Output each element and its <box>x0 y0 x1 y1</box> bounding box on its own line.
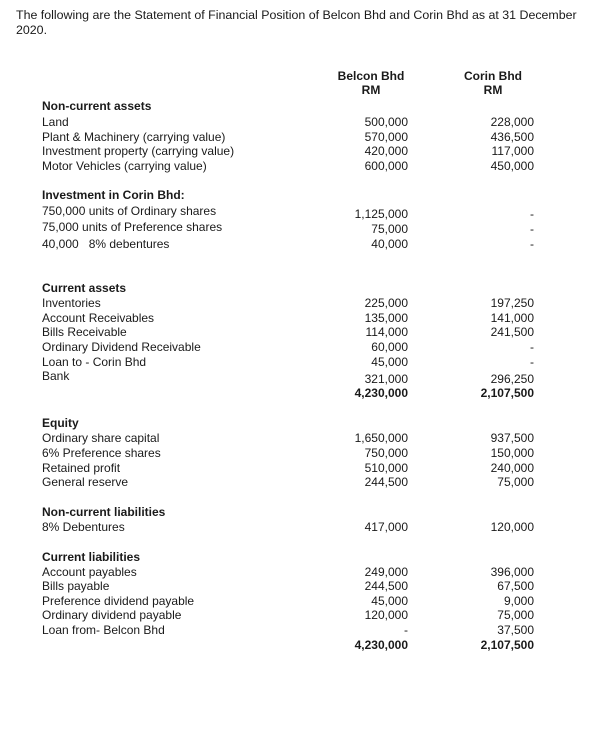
table-row <box>42 475 542 489</box>
table-row <box>42 296 542 310</box>
total-corin: 2,107,500 <box>480 638 534 652</box>
row-label: Inventories <box>42 296 101 310</box>
table-row <box>42 355 542 369</box>
value-corin: 150,000 <box>490 446 534 460</box>
table-row <box>42 130 542 144</box>
value-belcon: 600,000 <box>364 159 408 173</box>
table-row <box>42 431 542 445</box>
value-belcon: 135,000 <box>364 311 408 325</box>
row-label: Bills payable <box>42 579 110 593</box>
value-belcon: 244,500 <box>364 579 408 593</box>
column-name-belcon: Belcon Bhd <box>337 69 405 83</box>
value-belcon: - <box>404 623 408 637</box>
table-row <box>42 311 542 325</box>
section-heading-investment-in-corin <box>42 188 542 202</box>
row-label: Investment in Corin Bhd: <box>42 188 185 202</box>
intro-text: The following are the Statement of Financial Position of Belcon Bhd and Corin Bhd as at 31 December 2020. <box>16 8 577 37</box>
value-belcon: 45,000 <box>371 594 408 608</box>
value-corin: - <box>530 355 534 369</box>
value-corin: 37,500 <box>497 623 534 637</box>
total-belcon: 4,230,000 <box>354 386 408 400</box>
table-row <box>42 461 542 475</box>
row-label: Account Receivables <box>42 311 155 325</box>
row-label: Retained profit <box>42 461 121 475</box>
row-label: Current assets <box>42 281 127 295</box>
table-row <box>42 115 542 129</box>
value-corin: 241,500 <box>490 325 534 339</box>
row-label: 750,000 units of Ordinary shares <box>42 204 217 218</box>
value-belcon: 1,650,000 <box>354 431 408 445</box>
row-label: Preference dividend payable <box>42 594 195 608</box>
column-name-corin: Corin Bhd <box>464 69 522 83</box>
row-label: Plant & Machinery (carrying value) <box>42 130 226 144</box>
value-belcon: 120,000 <box>364 608 408 622</box>
column-header-belcon <box>331 69 411 97</box>
value-belcon: 75,000 <box>371 222 408 236</box>
section-heading-non-current-liabilities <box>42 505 542 519</box>
row-label: 40,000 8% debentures <box>42 237 170 251</box>
row-label: Motor Vehicles (carrying value) <box>42 159 207 173</box>
table-row <box>42 237 542 251</box>
value-belcon: 321,000 <box>364 372 408 386</box>
table-row <box>42 220 542 234</box>
value-corin: 436,500 <box>490 130 534 144</box>
value-corin: 296,250 <box>490 372 534 386</box>
row-label: 8% Debentures <box>42 520 125 534</box>
value-belcon: 420,000 <box>364 144 408 158</box>
value-corin: 240,000 <box>490 461 534 475</box>
value-belcon: 570,000 <box>364 130 408 144</box>
value-corin: 197,250 <box>490 296 534 310</box>
value-corin: - <box>530 340 534 354</box>
value-corin: 75,000 <box>497 608 534 622</box>
table-row <box>42 623 542 637</box>
total-row-assets <box>42 386 542 400</box>
value-corin: 9,000 <box>503 594 534 608</box>
table-row <box>42 340 542 354</box>
table-row <box>42 159 542 173</box>
total-corin: 2,107,500 <box>480 386 534 400</box>
row-label: Ordinary Dividend Receivable <box>42 340 201 354</box>
value-belcon: 510,000 <box>364 461 408 475</box>
row-label: Loan to - Corin Bhd <box>42 355 147 369</box>
value-belcon: 249,000 <box>364 565 408 579</box>
table-row <box>42 520 542 534</box>
column-header-corin <box>453 69 533 97</box>
value-belcon: 40,000 <box>371 237 408 251</box>
section-heading-non-current-assets <box>42 99 542 113</box>
value-belcon: 500,000 <box>364 115 408 129</box>
row-label: Account payables <box>42 565 137 579</box>
value-corin: 396,000 <box>490 565 534 579</box>
total-belcon: 4,230,000 <box>354 638 408 652</box>
value-corin: 937,500 <box>490 431 534 445</box>
table-row <box>42 579 542 593</box>
column-unit-belcon: RM <box>361 83 381 97</box>
section-heading-equity <box>42 416 542 430</box>
row-label: Non-current liabilities <box>42 505 166 519</box>
row-label: Current liabilities <box>42 550 141 564</box>
row-label: Loan from- Belcon Bhd <box>42 623 165 637</box>
value-belcon: 244,500 <box>364 475 408 489</box>
value-corin: - <box>530 207 534 221</box>
value-belcon: 45,000 <box>371 355 408 369</box>
table-row <box>42 325 542 339</box>
row-label: Bank <box>42 369 70 383</box>
section-heading-current-liabilities <box>42 550 542 564</box>
row-label: Land <box>42 115 69 129</box>
row-label: 75,000 units of Preference shares <box>42 220 223 234</box>
table-row <box>42 369 542 386</box>
row-label: Non-current assets <box>42 99 152 113</box>
row-label: Investment property (carrying value) <box>42 144 235 158</box>
value-belcon: 225,000 <box>364 296 408 310</box>
value-corin: 67,500 <box>497 579 534 593</box>
row-label: Bills Receivable <box>42 325 127 339</box>
row-label: 6% Preference shares <box>42 446 161 460</box>
column-unit-corin: RM <box>483 83 503 97</box>
value-belcon: 60,000 <box>371 340 408 354</box>
value-corin: 120,000 <box>490 520 534 534</box>
table-row <box>42 204 542 221</box>
table-row <box>42 446 542 460</box>
section-heading-current-assets <box>42 281 542 295</box>
table-row <box>42 144 542 158</box>
value-corin: 117,000 <box>491 144 534 158</box>
row-label: Ordinary dividend payable <box>42 608 182 622</box>
table-row <box>42 565 542 579</box>
row-label: General reserve <box>42 475 129 489</box>
total-row-equity-liabilities <box>42 638 542 652</box>
table-row <box>42 594 542 608</box>
value-corin: 141,000 <box>490 311 534 325</box>
table-row <box>42 608 542 622</box>
row-label: Equity <box>42 416 79 430</box>
value-belcon: 1,125,000 <box>354 207 408 221</box>
row-label: Ordinary share capital <box>42 431 160 445</box>
value-corin: 228,000 <box>490 115 534 129</box>
value-corin: 450,000 <box>490 159 534 173</box>
value-corin: - <box>530 237 534 251</box>
value-corin: 75,000 <box>497 475 534 489</box>
value-belcon: 114,000 <box>365 325 408 339</box>
value-corin: - <box>530 222 534 236</box>
value-belcon: 417,000 <box>364 520 408 534</box>
value-belcon: 750,000 <box>364 446 408 460</box>
